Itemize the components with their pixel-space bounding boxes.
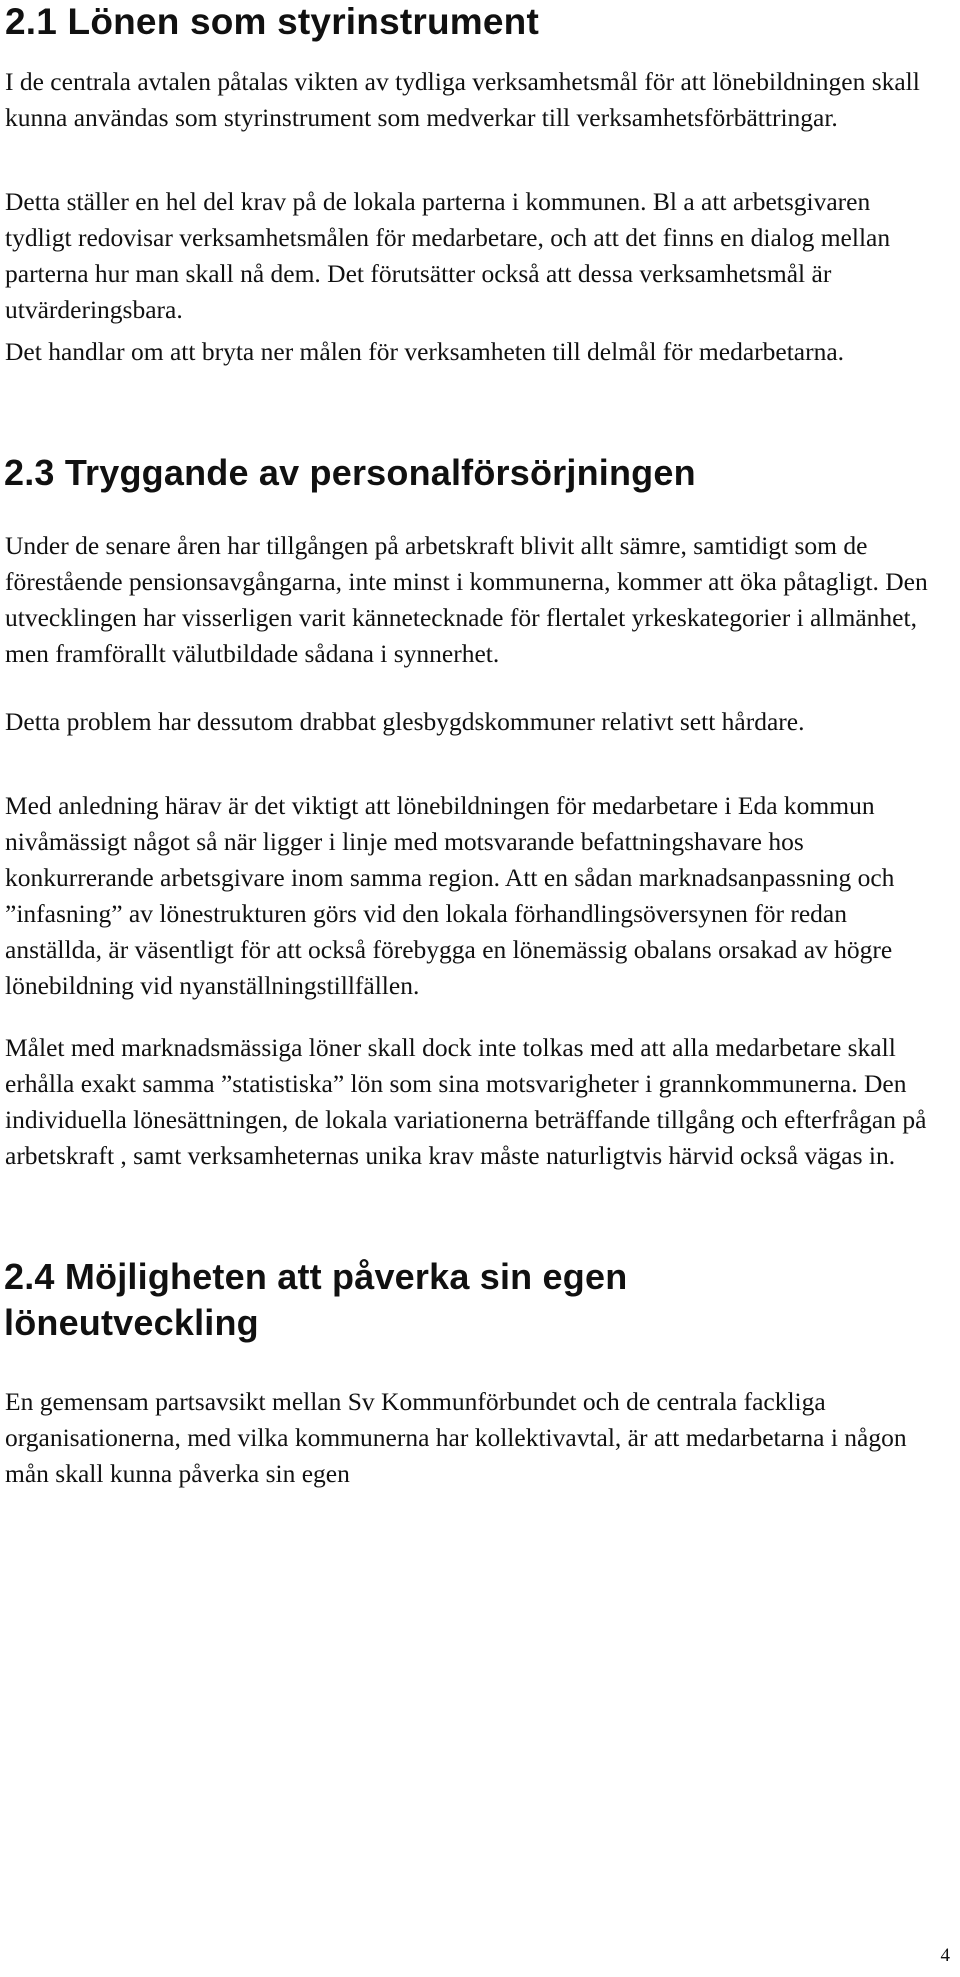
paragraph: I de centrala avtalen påtalas vikten av tydliga verksamhetsmål för att lönebildningen skall kunna användas som styrinstrument som medverkar till verksamhetsförbättringar. (5, 67, 920, 132)
paragraph: En gemensam partsavsikt mellan Sv Kommunförbundet och de centrala fackliga organisationerna, med vilka kommunerna har kollektivavtal, är att medarbetarna i någon mån skall kunna påverka sin egen (5, 1387, 907, 1488)
section-heading: 2.1 Lönen som styrinstrument (5, 1, 539, 42)
paragraph: Målet med marknadsmässiga löner skall dock inte tolkas med att alla medarbetare skall erhålla exakt samma ”statistiska” lön som sina motsvarigheter i grannkommunerna. Den individuella lönesättningen, de lokala variationerna beträffande tillgång och efterfrågan på arbetskraft , samt verksamheternas unika krav måste naturligtvis härvid också vägas in. (5, 1033, 927, 1170)
paragraph: Detta problem har dessutom drabbat glesbygdskommuner relativt sett hårdare. (5, 707, 805, 736)
section-heading: 2.3 Tryggande av personalförsörjningen (4, 452, 696, 493)
paragraph: Under de senare åren har tillgången på arbetskraft blivit allt sämre, samtidigt som de förestående pensionsavgångarna, inte minst i kommunerna, kommer att öka påtagligt. Den utvecklingen har visserligen varit kännetecknade för flertalet yrkeskategorier i allmänhet, men framförallt välutbildade sådana i synnerhet. (5, 531, 928, 668)
paragraph: Detta ställer en hel del krav på de lokala parterna i kommunen. Bl a att arbetsgivaren tydligt redovisar verksamhetsmålen för medarbetare, och att det finns en dialog mellan parterna hur man skall nå dem. Det förutsätter också att dessa verksamhetsmål är utvärderingsbara. (5, 187, 891, 324)
section-heading-line-2: löneutveckling (4, 1302, 259, 1343)
paragraph: Med anledning härav är det viktigt att lönebildningen för medarbetare i Eda kommun nivåmässigt något så när ligger i linje med motsvarande befattningshavare hos konkurrerande arbetsgivare inom samma region. Att en sådan marknadsanpassning och ”infasning” av lönestrukturen görs vid den lokala förhandlingsöversynen för redan anställda, är väsentligt för att också förebygga en lönemässig obalans orsakad av högre lönebildning vid nyanställningstillfällen. (5, 791, 895, 1000)
paragraph: Det handlar om att bryta ner målen för verksamheten till delmål för medarbetarna. (5, 337, 845, 366)
page-number: 4 (940, 1945, 950, 1966)
section-heading-line-1: 2.4 Möjligheten att påverka sin egen (4, 1256, 628, 1297)
